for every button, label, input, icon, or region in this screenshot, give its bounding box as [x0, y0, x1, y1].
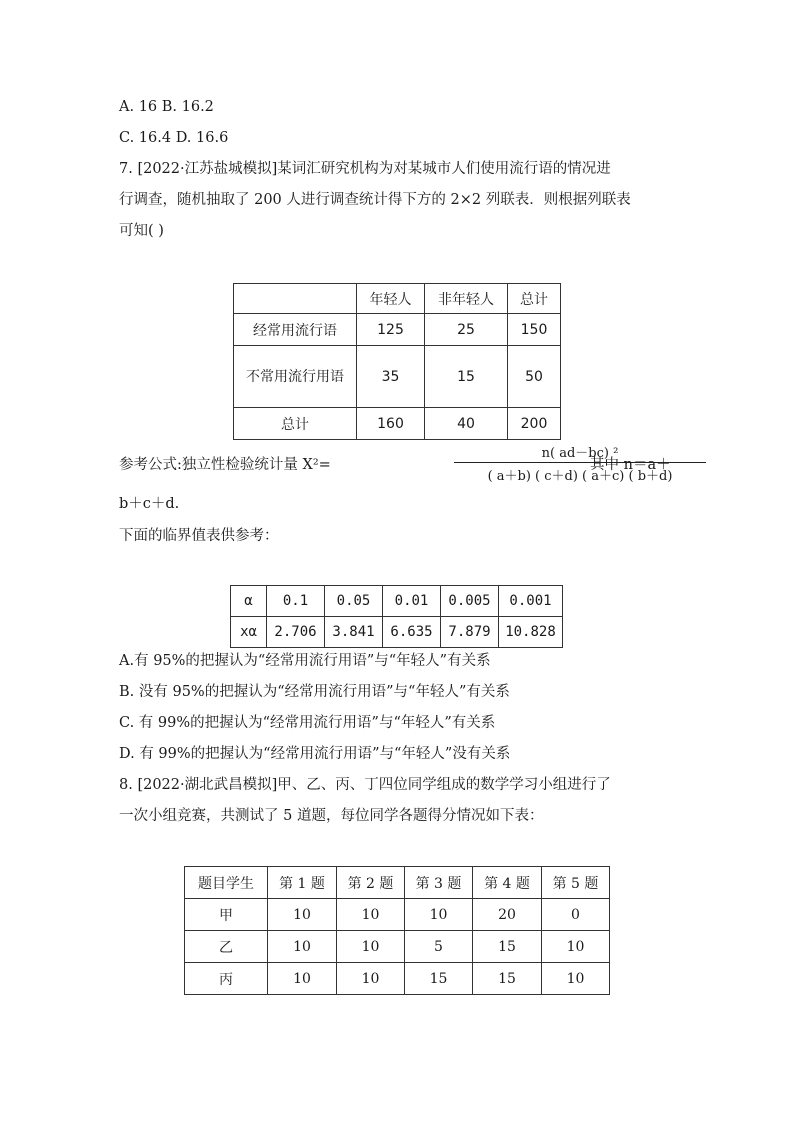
table-cell: 3.841 — [325, 617, 383, 648]
critical-table-intro: 下面的临界值表供参考： — [119, 528, 279, 544]
table-cell: 40 — [425, 408, 508, 440]
alpha-label: α — [231, 586, 267, 617]
table-cell: 160 — [357, 408, 425, 440]
table-header-cell: 总计 — [508, 284, 561, 314]
table-cell: 10 — [405, 899, 473, 931]
table-cell: 125 — [357, 314, 425, 346]
table-header-cell: 第 1 题 — [268, 867, 337, 899]
table-cell: 0 — [542, 899, 610, 931]
table-cell: 20 — [473, 899, 542, 931]
formula-denominator: ( a＋b) ( c＋d) ( a＋c) ( b＋d) — [487, 469, 673, 484]
table-cell: 甲 — [185, 899, 268, 931]
q7-option-d: D. 有 99%的把握认为“经常用流行用语”与“年轻人”没有关系 — [119, 746, 511, 762]
table-header-cell: 第 3 题 — [405, 867, 473, 899]
table-header-cell — [234, 284, 357, 314]
contingency-table — [233, 283, 561, 440]
table-cell: 0.1 — [267, 586, 325, 617]
formula-numerator: n( ad－bc) ² — [541, 446, 619, 461]
table-cell: 7.879 — [441, 617, 499, 648]
table-cell: 0.05 — [325, 586, 383, 617]
table-cell: 10 — [337, 931, 405, 963]
q7-option-b: B. 没有 95%的把握认为“经常用流行用语”与“年轻人”有关系 — [119, 684, 510, 700]
q7-option-c: C. 有 99%的把握认为“经常用流行用语”与“年轻人”有关系 — [119, 715, 496, 731]
table-row — [185, 931, 610, 963]
q6-options-line-1: A. 16 B. 16.2 — [119, 99, 214, 115]
table-cell: 10 — [268, 963, 337, 995]
table-cell: 25 — [425, 314, 508, 346]
table-cell: 50 — [508, 346, 561, 408]
q7-option-a: A.有 95%的把握认为“经常用流行用语”与“年轻人”有关系 — [119, 653, 491, 669]
q8-stem-line-2: 一次小组竞赛，共测试了 5 道题，每位同学各题得分情况如下表： — [119, 808, 544, 824]
q6-options-line-2: C. 16.4 D. 16.6 — [119, 130, 229, 146]
table-cell: 2.706 — [267, 617, 325, 648]
table-cell: 6.635 — [383, 617, 441, 648]
table-cell: 35 — [357, 346, 425, 408]
score-table — [184, 866, 610, 995]
q7-stem-line-1: 7. [2022·江苏盐城模拟]某词汇研究机构为对某城市人们使用流行语的情况进 — [119, 161, 611, 177]
table-cell: 10 — [337, 899, 405, 931]
table-cell: 200 — [508, 408, 561, 440]
table-cell: 0.01 — [383, 586, 441, 617]
table-cell: 0.001 — [499, 586, 563, 617]
q7-stem-line-2: 行调查，随机抽取了 200 人进行调查统计得下方的 2×2 列联表．则根据列联表 — [119, 192, 631, 208]
table-header-cell: 年轻人 — [357, 284, 425, 314]
table-row — [234, 346, 561, 408]
critical-value-table — [230, 585, 563, 648]
table-cell: 0.005 — [441, 586, 499, 617]
table-cell: 不常用流行用语 — [234, 346, 357, 408]
table-cell: 10 — [268, 899, 337, 931]
table-cell: 10.828 — [499, 617, 563, 648]
table-cell: 150 — [508, 314, 561, 346]
table-cell: 15 — [425, 346, 508, 408]
table-row — [185, 963, 610, 995]
table-cell: 10 — [337, 963, 405, 995]
table-row — [185, 899, 610, 931]
table-cell: 10 — [268, 931, 337, 963]
formula-continuation: b＋c＋d. — [119, 496, 180, 512]
table-cell: 15 — [473, 931, 542, 963]
formula-suffix: 其中 n＝a＋ — [590, 457, 671, 473]
table-header-cell: 题目学生 — [185, 867, 268, 899]
q8-stem-line-1: 8. [2022·湖北武昌模拟]甲、乙、丙、丁四位同学组成的数学学习小组进行了 — [119, 777, 611, 793]
table-row — [234, 314, 561, 346]
table-cell: 乙 — [185, 931, 268, 963]
table-row — [234, 408, 561, 440]
table-header-cell: 第 2 题 — [337, 867, 405, 899]
table-cell: 经常用流行语 — [234, 314, 357, 346]
table-cell: 10 — [542, 963, 610, 995]
table-header-cell: 非年轻人 — [425, 284, 508, 314]
table-row — [185, 867, 610, 899]
table-header-cell: 第 5 题 — [542, 867, 610, 899]
q7-stem-line-3: 可知( ) — [119, 223, 164, 239]
table-cell: 15 — [405, 963, 473, 995]
table-cell: 总计 — [234, 408, 357, 440]
table-header-cell: 第 4 题 — [473, 867, 542, 899]
table-cell: 10 — [542, 931, 610, 963]
table-row — [231, 586, 563, 617]
formula-prefix: 参考公式:独立性检验统计量 X²= — [119, 457, 331, 473]
table-row — [231, 617, 563, 648]
table-cell: 丙 — [185, 963, 268, 995]
x-alpha-label: xα — [231, 617, 267, 648]
table-cell: 5 — [405, 931, 473, 963]
table-cell: 15 — [473, 963, 542, 995]
